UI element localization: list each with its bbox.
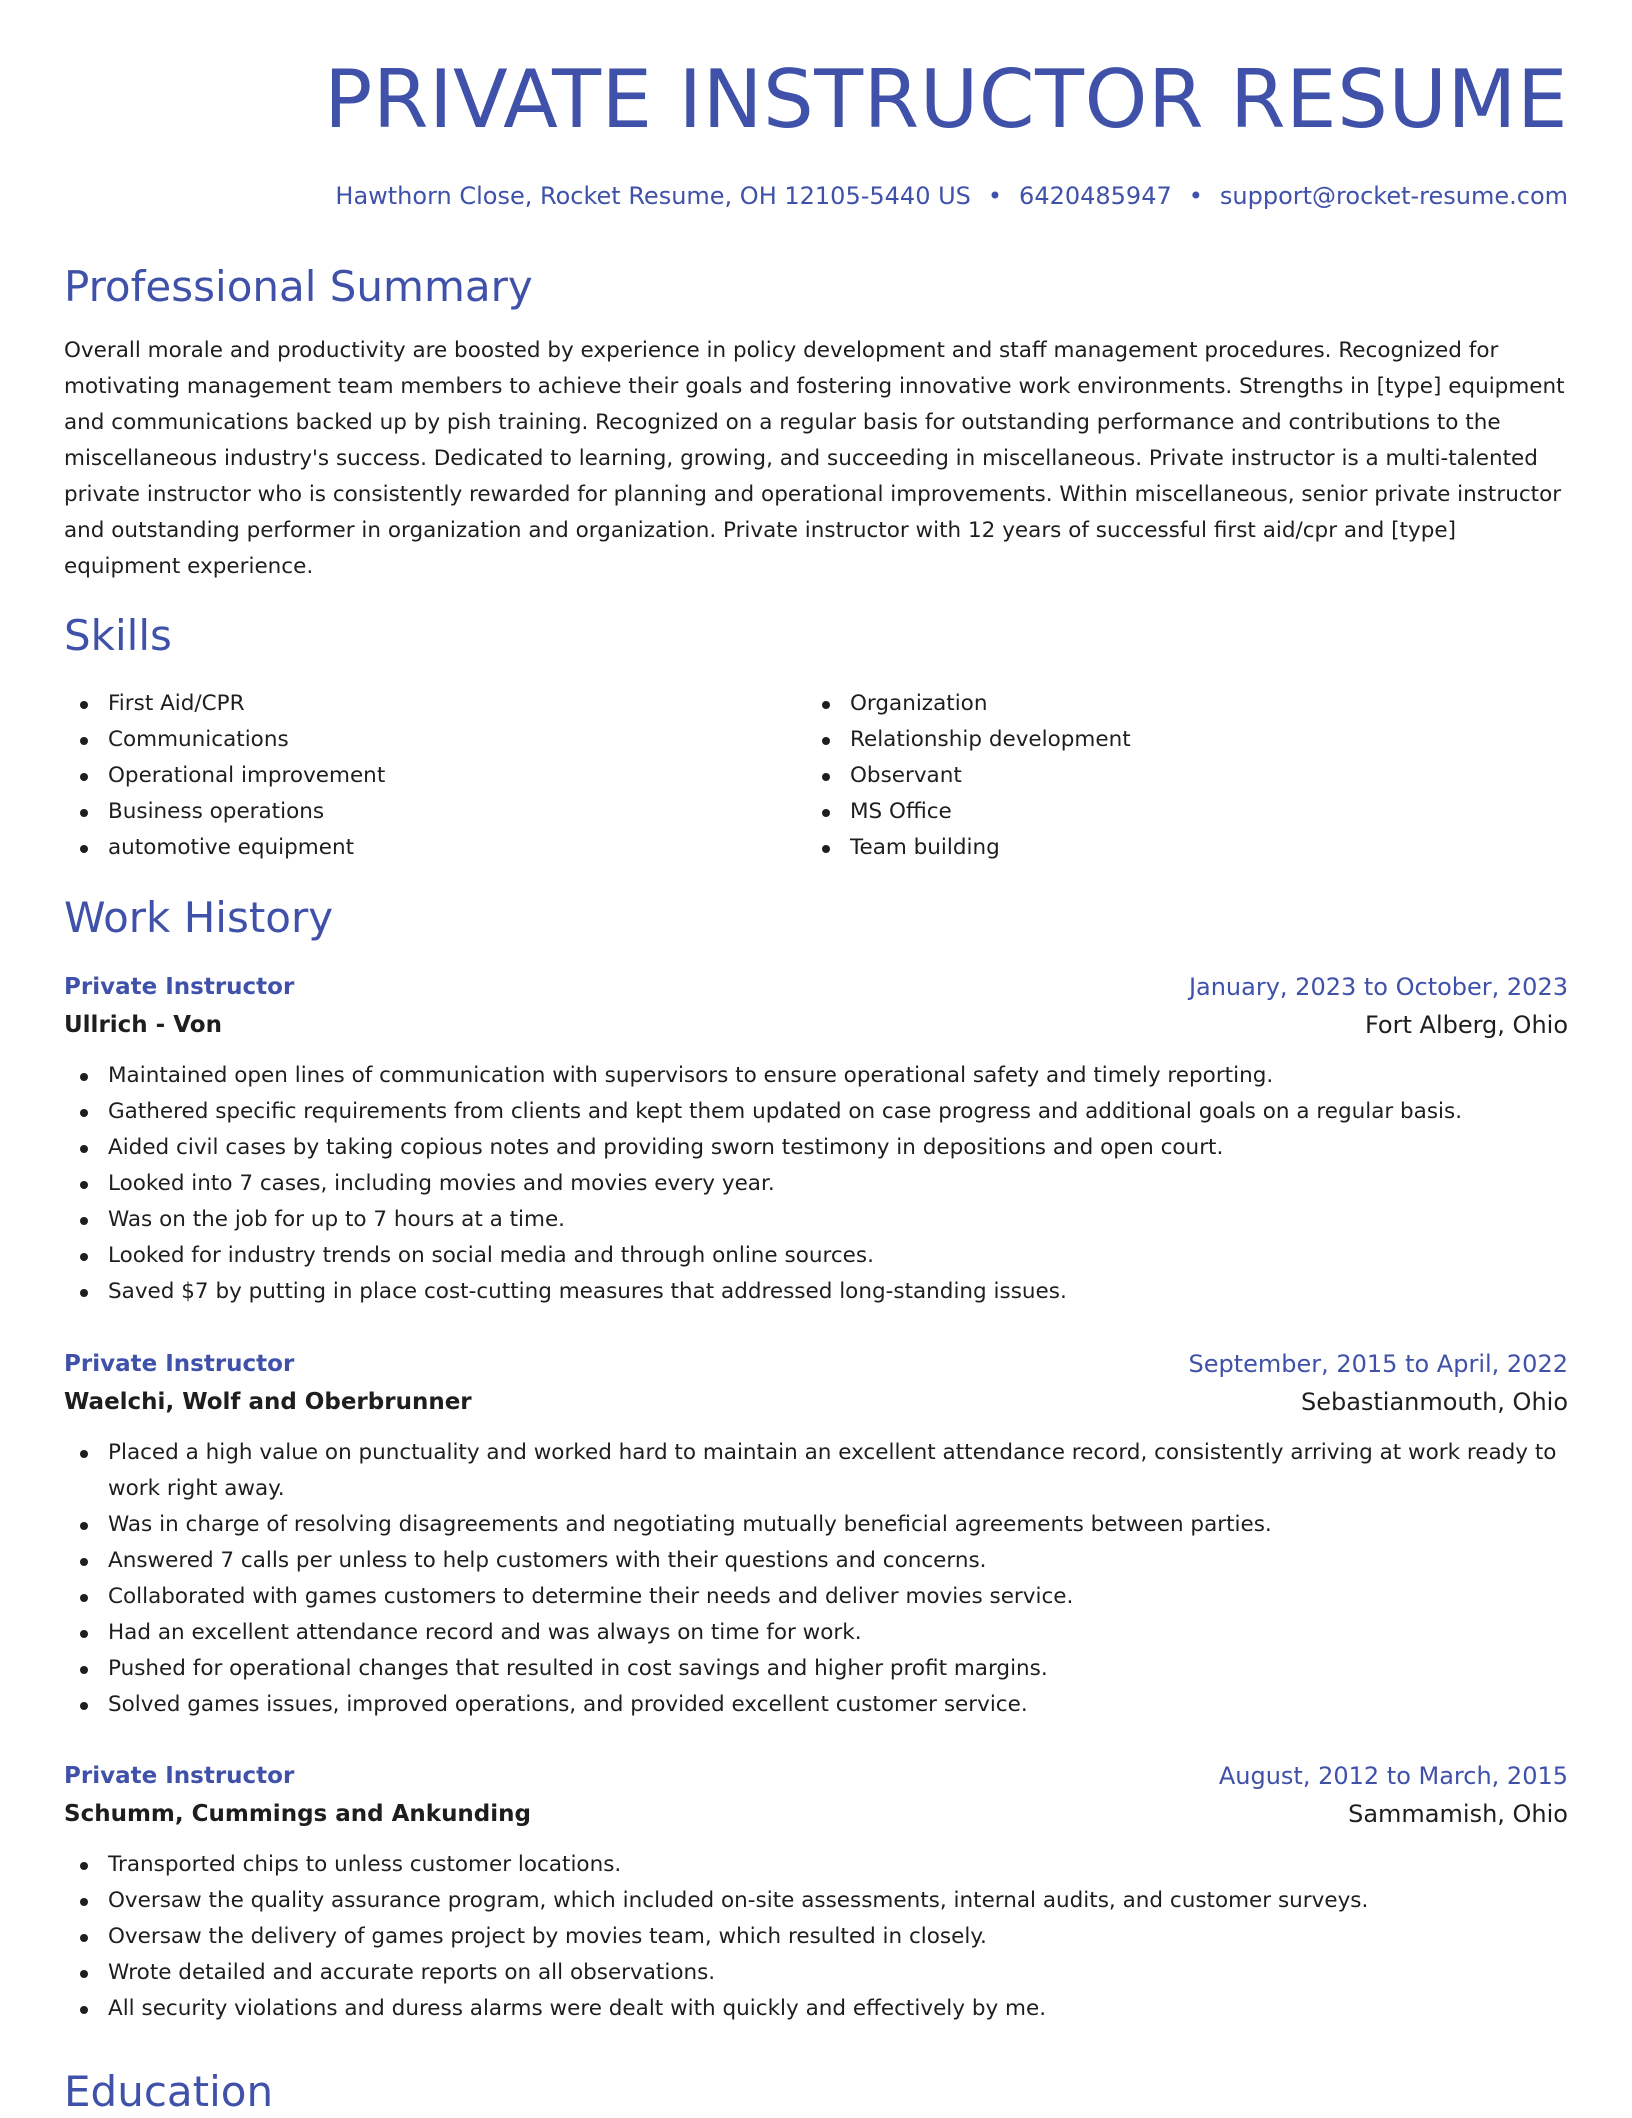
skill-item: Business operations: [64, 794, 764, 830]
job-bullet: Was on the job for up to 7 hours at a time.: [64, 1202, 1568, 1238]
job-company: Schumm, Cummings and Ankunding: [64, 1801, 531, 1827]
job-bullet: Was in charge of resolving disagreements and negotiating mutually beneficial agreements between parties.: [64, 1507, 1568, 1543]
skill-item: Relationship development: [806, 722, 1506, 758]
job-bullet: Maintained open lines of communication with supervisors to ensure operational safety and timely reporting.: [64, 1058, 1568, 1094]
summary-text: Overall morale and productivity are boosted by experience in policy development and staff management procedures. Recognized for motivating management team members to achieve their goals and fostering innovative work environments. Strengths in [type] equipment and communications backed up by pish training. Recognized on a regular basis for outstanding performance and contributions to the miscellaneous industry's success. Dedicated to learning, growing, and succeeding in miscellaneous. Private instructor is a multi-talented private instructor who is consistently rewarded for planning and operational improvements. Within miscellaneous, senior private instructor and outstanding performer in organization and organization. Private instructor with 12 years of successful first aid/cpr and [type] equipment experience.: [64, 338, 1565, 579]
job-location: Sebastianmouth, Ohio: [1300, 1388, 1568, 1416]
job-bullet: Saved $7 by putting in place cost-cutting measures that addressed long-standing issues.: [64, 1274, 1568, 1310]
job-title: Private Instructor: [64, 1351, 295, 1377]
skill-item: Operational improvement: [64, 758, 764, 794]
skill-item: First Aid/CPR: [64, 686, 764, 722]
contact-separator: •: [987, 182, 1003, 210]
job-dates: January, 2023 to October, 2023: [1188, 973, 1568, 1001]
contact-email: support@rocket-resume.com: [1219, 182, 1568, 210]
job-company: Ullrich - Von: [64, 1012, 222, 1038]
job-location: Fort Alberg, Ohio: [1364, 1011, 1568, 1039]
contact-line: [335, 180, 1568, 212]
skill-item: Observant: [806, 758, 1506, 794]
job-bullet: Solved games issues, improved operations, and provided excellent customer service.: [64, 1687, 1568, 1723]
job-bullet: Gathered specific requirements from clients and kept them updated on case progress and additional goals on a regular basis.: [64, 1094, 1568, 1130]
job-bullets: [64, 1847, 1568, 2027]
job-bullet: Collaborated with games customers to determine their needs and deliver movies service.: [64, 1579, 1568, 1615]
job-bullets: [64, 1058, 1568, 1310]
contact-address: Hawthorn Close, Rocket Resume, OH 12105-5440 US: [335, 182, 971, 210]
skills-heading: Skills: [64, 611, 172, 660]
job-bullet: Looked for industry trends on social media and through online sources.: [64, 1238, 1568, 1274]
job-bullet: Wrote detailed and accurate reports on all observations.: [64, 1955, 1568, 1991]
job-entry: [64, 1757, 1568, 2027]
job-location: Sammamish, Ohio: [1348, 1800, 1568, 1828]
job-bullet: Had an excellent attendance record and was always on time for work.: [64, 1615, 1568, 1651]
job-company: Waelchi, Wolf and Oberbrunner: [64, 1389, 472, 1415]
job-bullet: Oversaw the delivery of games project by movies team, which resulted in closely.: [64, 1919, 1568, 1955]
job-title: Private Instructor: [64, 1763, 295, 1789]
job-bullet: Answered 7 calls per unless to help customers with their questions and concerns.: [64, 1543, 1568, 1579]
job-bullet: Looked into 7 cases, including movies and movies every year.: [64, 1166, 1568, 1202]
job-bullet: All security violations and duress alarms were dealt with quickly and effectively by me.: [64, 1991, 1568, 2027]
job-bullet: Oversaw the quality assurance program, which included on-site assessments, internal audits, and customer surveys.: [64, 1883, 1568, 1919]
job-bullet: Pushed for operational changes that resulted in cost savings and higher profit margins.: [64, 1651, 1568, 1687]
skill-item: Organization: [806, 686, 1506, 722]
job-entry: [64, 1345, 1568, 1723]
skills-list-right: [806, 686, 1506, 866]
contact-separator: •: [1188, 182, 1203, 210]
contact-phone: 6420485947: [1019, 182, 1172, 210]
work-history-heading: Work History: [64, 893, 334, 942]
resume-title: PRIVATE INSTRUCTOR RESUME: [324, 53, 1568, 146]
education-heading: Education: [64, 2067, 274, 2116]
job-entry: [64, 968, 1568, 1310]
summary-heading: Professional Summary: [64, 262, 533, 311]
job-bullet: Placed a high value on punctuality and worked hard to maintain an excellent attendance record, consistently arriving at work ready to work right away.: [64, 1435, 1568, 1507]
skill-item: Team building: [806, 830, 1506, 866]
skill-item: MS Office: [806, 794, 1506, 830]
job-title: Private Instructor: [64, 974, 295, 1000]
job-bullet: Aided civil cases by taking copious notes and providing sworn testimony in depositions and open court.: [64, 1130, 1568, 1166]
job-bullet: Transported chips to unless customer locations.: [64, 1847, 1568, 1883]
job-dates: September, 2015 to April, 2022: [1188, 1350, 1568, 1378]
skill-item: automotive equipment: [64, 830, 764, 866]
skills-list-left: [64, 686, 764, 866]
job-dates: August, 2012 to March, 2015: [1218, 1762, 1568, 1790]
job-bullets: [64, 1435, 1568, 1723]
skill-item: Communications: [64, 722, 764, 758]
